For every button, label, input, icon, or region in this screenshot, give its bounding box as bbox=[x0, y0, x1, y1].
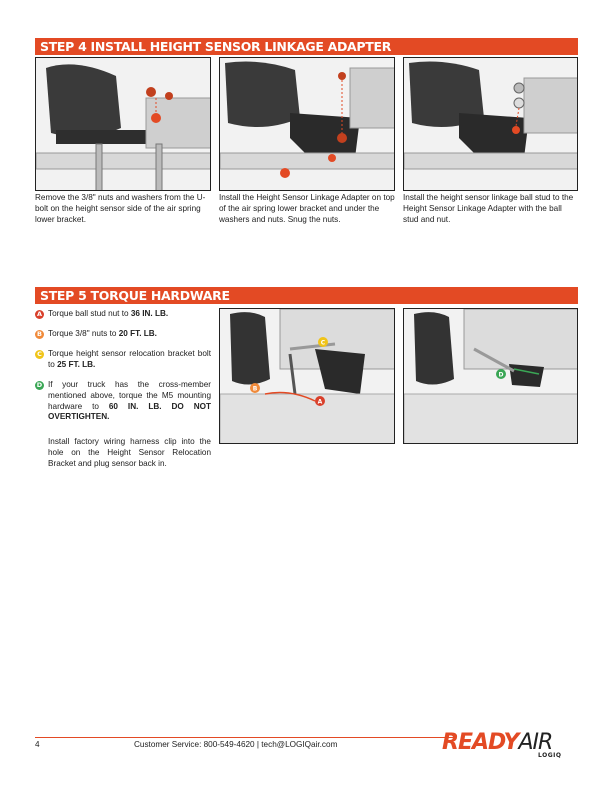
torque-item-b: B Torque 3/8" nuts to 20 FT. LB. bbox=[35, 329, 211, 340]
step4-caption-1: Remove the 3/8" nuts and washers from the U-bolt on the height sensor side of the air spring lower bracket. bbox=[35, 193, 206, 224]
step4-caption-3: Install the height sensor linkage ball stud to the Height Sensor Linkage Adapter with the ball stud and nut. bbox=[403, 193, 574, 224]
torque-item-c: C Torque height sensor relocation bracket bolt to 25 FT. LB. bbox=[35, 349, 211, 371]
badge-b: B bbox=[35, 330, 44, 339]
svg-text:C: C bbox=[320, 339, 326, 347]
step4-caption-2: Install the Height Sensor Linkage Adapter on top of the air spring lower bracket and under the washers and nuts. Snug the nuts. bbox=[219, 193, 395, 224]
customer-service-contact: Customer Service: 800-549-4620 | tech@LOGIQair.com bbox=[134, 740, 338, 749]
page-number: 4 bbox=[35, 740, 40, 749]
step5-figure-1 bbox=[219, 308, 395, 444]
svg-text:A: A bbox=[317, 398, 323, 406]
step5-heading: STEP 5 TORQUE HARDWARE bbox=[35, 287, 578, 304]
badge-d: D bbox=[36, 381, 43, 389]
svg-text:B: B bbox=[252, 385, 258, 393]
badge-c: C bbox=[35, 350, 44, 359]
torque-item-d: D If your truck has the cross-member mentioned above, torque the M5 mounting hardware to 60 IN. LB. DO NOT OVERTIGHTEN. bbox=[36, 380, 212, 422]
badge-a: A bbox=[36, 310, 43, 318]
step4-figure-1 bbox=[35, 57, 211, 191]
step4-figure-2 bbox=[219, 57, 395, 191]
step5-figure-2 bbox=[403, 308, 578, 444]
step4-heading: STEP 4 INSTALL HEIGHT SENSOR LINKAGE ADAPTER bbox=[35, 38, 578, 55]
svg-text:D: D bbox=[498, 371, 504, 379]
logiq-logo-text: LOGIQ bbox=[538, 752, 562, 759]
torque-item-a: A Torque ball stud nut to 36 IN. LB. bbox=[36, 309, 169, 318]
wiring-note: Install factory wiring harness clip into the hole on the Height Sensor Relocation Bracket and plug sensor back in. bbox=[48, 437, 211, 468]
readyair-logo: READYAIR bbox=[442, 730, 553, 755]
step4-figure-3 bbox=[403, 57, 578, 191]
footer-rule bbox=[35, 737, 455, 738]
